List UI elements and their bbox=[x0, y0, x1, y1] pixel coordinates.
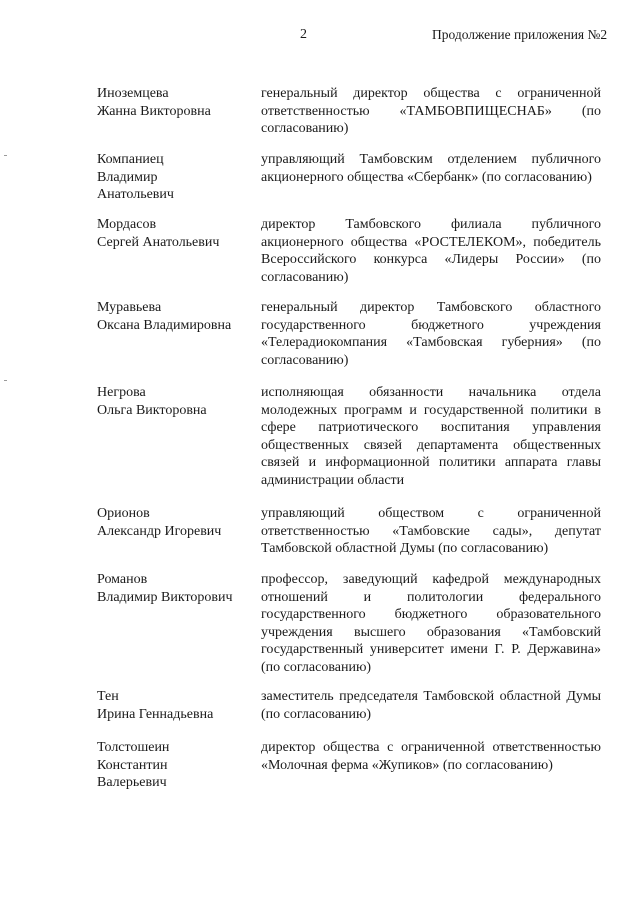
member-name: Толстошеин Константин Валерьевич bbox=[97, 740, 170, 790]
member-position: профессор, заведующий кафедрой международных отношений и политологии федерального государственного бюджетного образовательного учреждения высшего образования «Тамбовский государственный университет имени Г. Р. Державина» (по согласованию) bbox=[261, 572, 601, 675]
member-position: генеральный директор общества с ограниченной ответственностью «ТАМБОВПИЩЕСНАБ» (по согласованию) bbox=[261, 86, 601, 136]
member-position: директор общества с ограниченной ответственностью «Молочная ферма «Жупиков» (по согласованию) bbox=[261, 740, 601, 773]
member-name: Муравьева Оксана Владимировна bbox=[97, 300, 232, 333]
member-name: Романов Владимир Викторович bbox=[97, 572, 233, 605]
running-head: Продолжение приложения №2 bbox=[432, 27, 608, 42]
member-name: Мордасов Сергей Анатольевич bbox=[97, 217, 220, 250]
page-number: 2 bbox=[300, 27, 307, 42]
member-position: заместитель председателя Тамбовской областной Думы (по согласованию) bbox=[261, 689, 601, 722]
member-name: Иноземцева Жанна Викторовна bbox=[97, 86, 211, 119]
member-position: управляющий Тамбовским отделением публичного акционерного общества «Сбербанк» (по согласованию) bbox=[261, 152, 601, 185]
member-name: Тен Ирина Геннадьевна bbox=[97, 689, 214, 722]
member-position: исполняющая обязанности начальника отдела молодежных программ и государственной политики в сфере патриотического воспитания управления общественных связей департамента общественных связей и информационной политики аппарата главы администрации области bbox=[261, 385, 601, 488]
member-name: Орионов Александр Игоревич bbox=[97, 506, 222, 539]
margin-scan-mark bbox=[4, 380, 7, 381]
margin-scan-mark bbox=[4, 155, 7, 156]
member-name: Негрова Ольга Викторовна bbox=[97, 385, 207, 418]
member-name: Компаниец Владимир Анатольевич bbox=[97, 152, 174, 202]
member-position: директор Тамбовского филиала публичного акционерного общества «РОСТЕЛЕКОМ», победитель Всероссийского конкурса «Лидеры России» (по согласованию) bbox=[261, 217, 601, 285]
member-position: управляющий обществом с ограниченной ответственностью «Тамбовские сады», депутат Тамбовской областной Думы (по согласованию) bbox=[261, 506, 601, 556]
member-position: генеральный директор Тамбовского областного государственного бюджетного учреждения «Телерадиокомпания «Тамбовская губерния» (по согласованию) bbox=[261, 300, 601, 368]
